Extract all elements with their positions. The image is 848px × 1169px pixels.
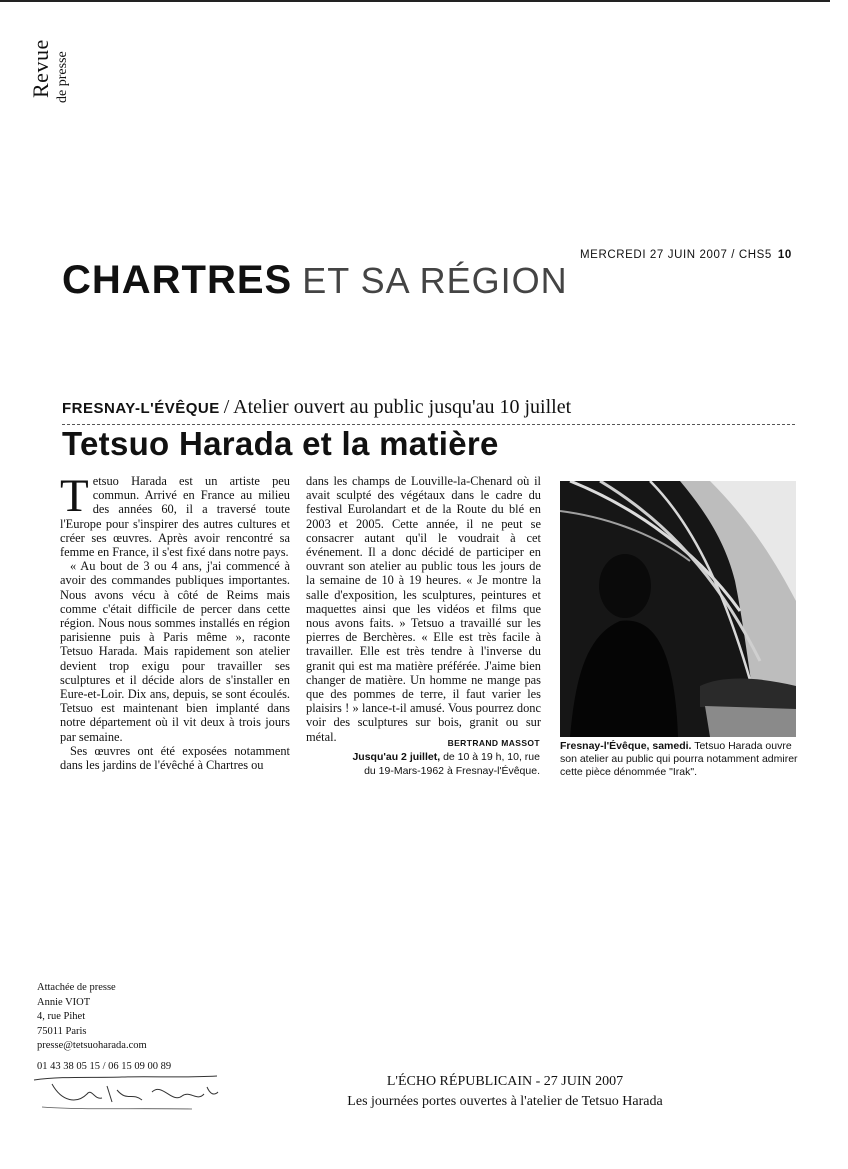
de-presse-text: de presse xyxy=(55,51,70,103)
contact-line: Attachée de presse xyxy=(37,982,116,993)
section-title-light: ET SA RÉGION xyxy=(302,260,568,301)
sculpture-photo xyxy=(560,481,796,737)
press-contact-block xyxy=(37,981,171,1075)
author-byline: BERTRAND MASSOT xyxy=(447,738,540,748)
practical-info xyxy=(345,750,540,778)
section-title-bold: CHARTRES xyxy=(62,258,293,302)
kicker-place: FRESNAY-L'ÉVÊQUE xyxy=(62,400,220,417)
info-details: de 10 à 19 h, 10, rue du 19-Mars-1962 à Fresnay-l'Évêque. xyxy=(364,751,540,777)
page-number: 10 xyxy=(777,249,792,261)
section-header xyxy=(62,258,568,303)
caption-text: Tetsuo Harada ouvre son atelier au public qui pourra notamment admirer cette pièce dénommée "Irak". xyxy=(560,740,798,778)
newspaper-dateline xyxy=(580,249,792,261)
source-newspaper: L'ÉCHO RÉPUBLICAIN - 27 JUIN 2007 xyxy=(386,1074,624,1089)
source-subtitle: Les journées portes ouvertes à l'atelier de Tetsuo Harada xyxy=(347,1094,663,1109)
contact-name: Annie VIOT xyxy=(37,996,91,1008)
article-kicker xyxy=(62,396,571,419)
contact-email: presse@tetsuoharada.com xyxy=(37,1040,147,1052)
paragraph: dans les champs de Louville-la-Chenard où il avait sculpté des végétaux dans le cadre du festival Eurolandart et de la Route du blé en 2003 et 2005. Cette année, il ne peut se consacrer autant qu'il le voudrait à cet événement. Il a donc décidé de participer en ouvrant son atelier au public tous les jours de la semaine de 10 à 19 heures. « Je montre la salle d'exposition, les sculptures, peintures et maquettes ainsi que les vidéos et films que nous avons faits. » Tetsuo a travaillé sur les pierres de Berchères. « Elle est très facile à travailler. Elle est très tendre à l'inverse du granit qui est ma matière préférée. J'aime bien changer de matière. Un homme ne mange pas que des pommes de terre, il faut varier les plaisirs ! » lance-t-il amusé. Vous pourrez donc voir des sculptures sur bois, granit ou sur métal. xyxy=(306,474,541,744)
article-column-2 xyxy=(306,474,541,744)
contact-street: 4, rue Pihet xyxy=(37,1011,86,1023)
photo-caption xyxy=(560,740,800,779)
info-date: Jusqu'au 2 juillet, xyxy=(352,751,441,763)
top-border-line xyxy=(0,0,830,2)
date-info: MERCREDI 27 JUIN 2007 / CHS5 xyxy=(580,249,772,261)
paragraph: Ses œuvres ont été exposées notamment dans les jardins de l'évêché à Chartres ou xyxy=(60,743,290,773)
source-citation xyxy=(300,1072,710,1112)
photo-illustration xyxy=(560,481,796,737)
article-column-1 xyxy=(60,470,290,773)
drop-cap: T xyxy=(60,470,89,522)
kicker-text: / Atelier ouvert au public jusqu'au 10 juillet xyxy=(223,396,572,418)
article-title: Tetsuo Harada et la matière xyxy=(62,425,499,462)
caption-place: Fresnay-l'Évêque, samedi. xyxy=(560,740,692,752)
paragraph: etsuo Harada est un artiste peu commun. Arrivé en France au milieu des années 60, il a traversé toute l'Europe pour s'inspirer des autres cultures et créer ses œuvres. Après avoir rencontré sa femme en France, il s'est fixé dans notre pays. xyxy=(60,474,290,560)
paragraph: « Au bout de 3 ou 4 ans, j'ai commencé à avoir des commandes publiques importantes. Nous avons vécu à côté de Reims mais comme c'était difficile de percer dans cette région. Nous nous sommes installés en région parisienne puis à Paris même », raconte Tetsuo Harada. Mais rapidement son atelier devient trop exigu pour travailler ses sculptures et il décide alors de s'installer en Eure-et-Loir. Dix ans, depuis, se sont écoulés. Tetsuo est maintenant bien implanté dans notre département où il vit deux à trois jours par semaine. xyxy=(60,559,290,744)
signature-drawing xyxy=(32,1072,222,1112)
contact-city: 75011 Paris xyxy=(37,1025,87,1037)
signature-icon xyxy=(32,1072,222,1112)
revue-text: Revue xyxy=(28,39,53,98)
revue-de-presse-label xyxy=(30,38,90,118)
contact-phone: 01 43 38 05 15 / 06 15 09 00 89 xyxy=(37,1060,172,1072)
